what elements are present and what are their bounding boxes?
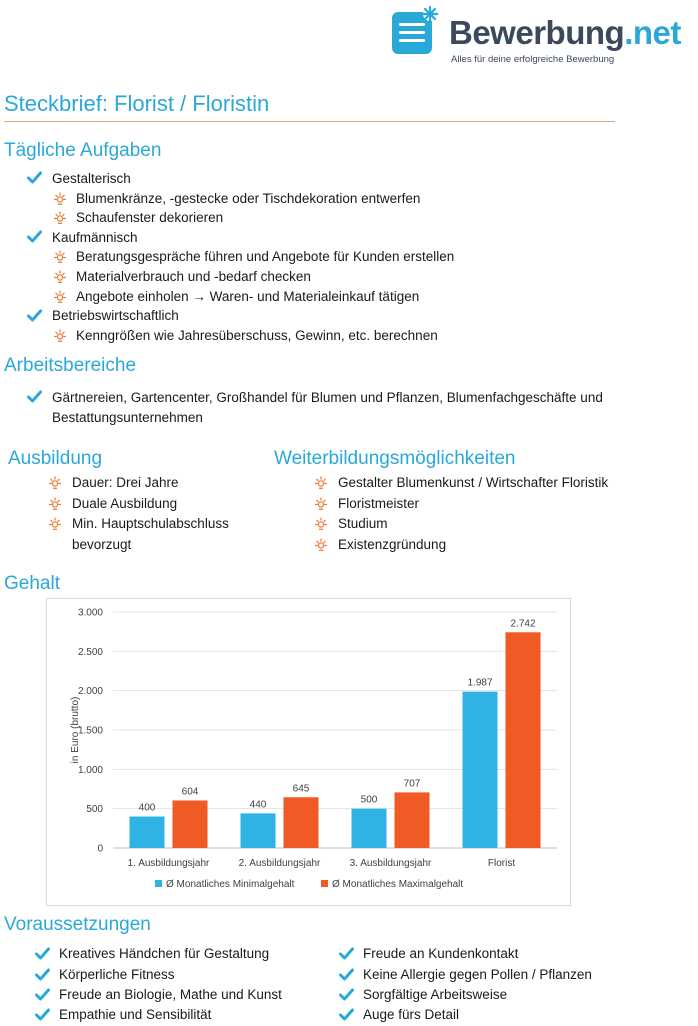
check-icon	[27, 309, 42, 322]
check-icon	[339, 988, 354, 1001]
data-label: 707	[403, 778, 421, 790]
check-icon	[339, 1008, 354, 1021]
bar	[241, 813, 276, 848]
list-item: Sorgfältige Arbeitsweise	[363, 987, 508, 1002]
sun-bullet-icon	[53, 192, 67, 206]
bar	[395, 792, 430, 848]
legend-swatch	[155, 880, 162, 887]
list-item: Schaufenster dekorieren	[76, 210, 224, 225]
list-item: Angebote einholen → Waren- und Materialeinkauf tätigen	[76, 289, 420, 304]
brand-logo[interactable]	[391, 4, 691, 64]
salary-chart-svg	[47, 599, 572, 907]
data-label: 604	[181, 786, 199, 798]
list-item: Kenngrößen wie Jahresüberschuss, Gewinn, etc. berechnen	[76, 328, 438, 343]
bar	[173, 800, 208, 848]
heading-gehalt: Gehalt	[4, 573, 60, 594]
y-tick-label: 500	[86, 804, 103, 816]
sun-bullet-icon	[314, 497, 328, 511]
list-item: Duale Ausbildung	[72, 496, 178, 511]
list-item: Freude an Biologie, Mathe und Kunst	[59, 987, 282, 1002]
sun-bullet-icon	[53, 250, 67, 264]
bar	[284, 797, 319, 848]
list-item: Existenzgründung	[338, 537, 447, 552]
arbeitsbereiche-text-continued: Bestattungsunternehmen	[52, 410, 203, 425]
heading-weiterbildung: Weiterbildungsmöglichkeiten	[274, 448, 516, 469]
sun-bullet-icon	[48, 497, 62, 511]
check-icon	[35, 947, 50, 960]
sun-bullet-icon	[48, 476, 62, 490]
logo-wordmark: Bewerbung.net	[449, 14, 681, 51]
legend-swatch	[321, 880, 328, 887]
list-item: Betriebswirtschaftlich	[52, 308, 179, 323]
arbeitsbereiche-text: Gärtnereien, Gartencenter, Großhandel für Blumen und Pflanzen, Blumenfachgeschäfte und	[52, 390, 603, 405]
y-tick-label: 0	[97, 843, 103, 855]
check-icon	[27, 171, 42, 184]
y-tick-label: 2.000	[77, 686, 103, 698]
data-label: 500	[360, 794, 378, 806]
y-tick-label: 1.500	[77, 725, 103, 737]
sun-bullet-icon	[53, 329, 67, 343]
sun-bullet-icon	[53, 211, 67, 225]
document-list-icon	[391, 6, 439, 56]
y-tick-label: 2.500	[77, 646, 103, 658]
list-item: Dauer: Drei Jahre	[72, 475, 179, 490]
list-item: Kaufmännisch	[52, 230, 138, 245]
x-tick-label: Florist	[487, 858, 516, 869]
check-icon	[35, 968, 50, 981]
x-tick-label: 2. Ausbildungsjahr	[238, 858, 321, 869]
list-item: Freude an Kundenkontakt	[363, 946, 519, 961]
data-label: 440	[249, 799, 267, 811]
check-icon	[35, 1008, 50, 1021]
bar	[130, 817, 165, 848]
x-tick-label: 3. Ausbildungsjahr	[349, 858, 432, 869]
y-tick-label: 1.000	[77, 764, 103, 776]
check-icon	[27, 230, 42, 243]
list-item: Gestalter Blumenkunst / Wirtschafter Floristik	[338, 475, 609, 490]
list-item: Studium	[338, 516, 388, 531]
heading-arbeitsbereiche: Arbeitsbereiche	[4, 355, 137, 376]
data-label: 645	[292, 783, 310, 795]
check-icon	[339, 947, 354, 960]
sun-bullet-icon	[48, 517, 62, 531]
data-label: 400	[138, 802, 156, 814]
y-axis-label: in Euro (brutto)	[70, 696, 81, 764]
check-icon	[27, 390, 42, 403]
list-item: Körperliche Fitness	[59, 967, 175, 982]
list-item: Auge fürs Detail	[363, 1007, 460, 1022]
bar	[506, 632, 541, 848]
heading-ausbildung: Ausbildung	[8, 448, 103, 469]
list-item: Beratungsgespräche führen und Angebote für Kunden erstellen	[76, 249, 455, 264]
page-title: Steckbrief: Florist / Floristin	[4, 91, 270, 116]
salary-chart	[46, 598, 571, 906]
data-label: 1.987	[467, 677, 493, 689]
sun-bullet-icon	[53, 270, 67, 284]
bar	[352, 809, 387, 848]
list-item: Min. Hauptschulabschluss	[72, 516, 229, 531]
bar	[463, 692, 498, 848]
list-item: Kreatives Händchen für Gestaltung	[59, 946, 270, 961]
title-divider	[4, 121, 615, 122]
legend-label: Ø Monatliches Maximalgehalt	[332, 879, 464, 890]
sun-bullet-icon	[53, 290, 67, 304]
y-tick-label: 3.000	[77, 607, 103, 619]
legend-label: Ø Monatliches Minimalgehalt	[166, 879, 295, 890]
heading-aufgaben: Tägliche Aufgaben	[4, 140, 162, 161]
list-item: Blumenkränze, -gestecke oder Tischdekoration entwerfen	[76, 191, 421, 206]
list-item: Keine Allergie gegen Pollen / Pflanzen	[363, 967, 592, 982]
data-label: 2.742	[510, 618, 536, 630]
check-icon	[35, 988, 50, 1001]
list-item: Gestalterisch	[52, 171, 131, 186]
list-item: Empathie und Sensibilität	[59, 1007, 212, 1022]
x-tick-label: 1. Ausbildungsjahr	[127, 858, 210, 869]
heading-voraussetzungen: Voraussetzungen	[4, 914, 151, 935]
sun-bullet-icon	[314, 517, 328, 531]
list-item: Floristmeister	[338, 496, 420, 511]
list-item-continued: bevorzugt	[72, 537, 132, 552]
sun-bullet-icon	[314, 476, 328, 490]
sun-bullet-icon	[314, 538, 328, 552]
check-icon	[339, 968, 354, 981]
logo-tagline: Alles für deine erfolgreiche Bewerbung	[451, 54, 615, 65]
list-item: Materialverbrauch und -bedarf checken	[76, 269, 311, 284]
